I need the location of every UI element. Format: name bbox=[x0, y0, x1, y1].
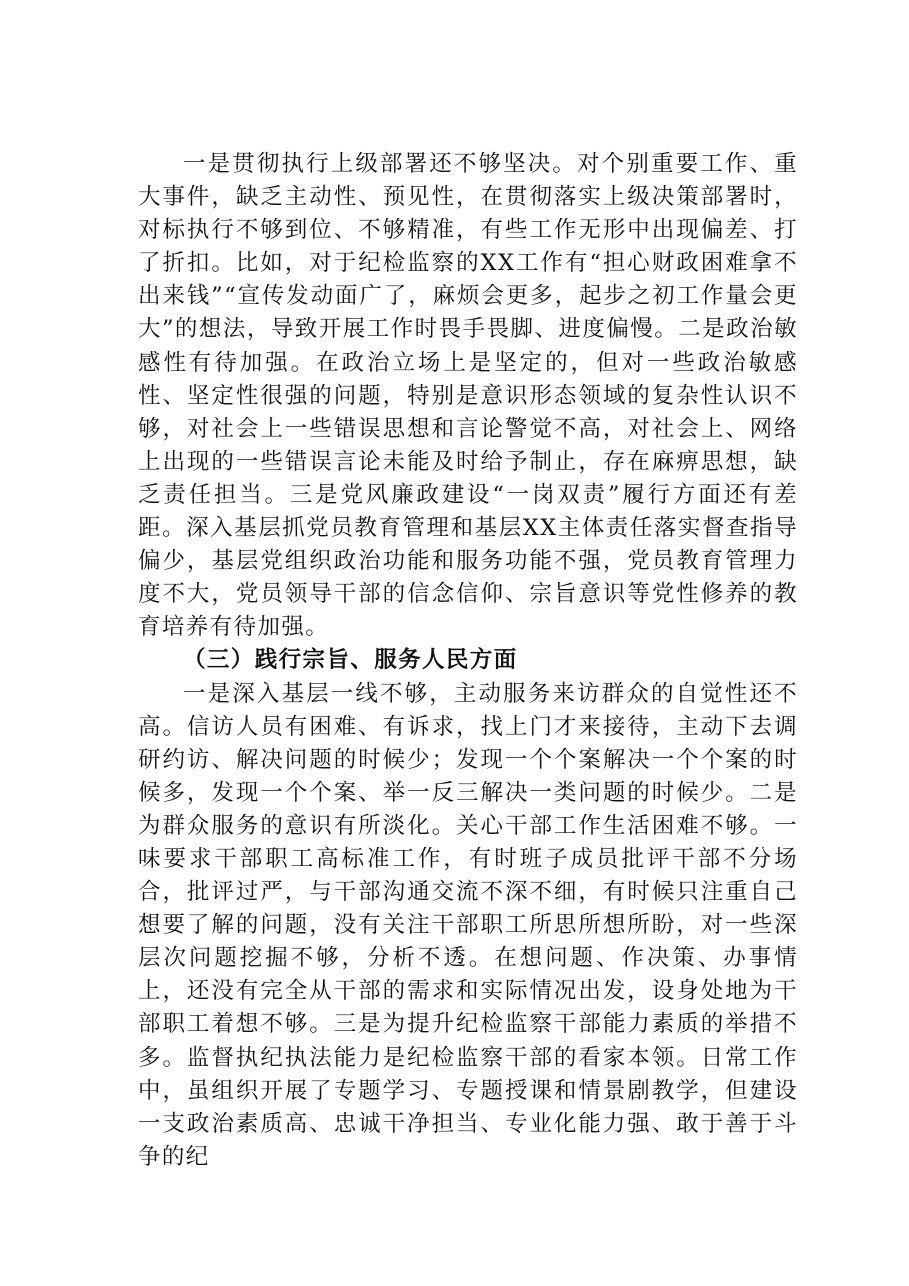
document-body bbox=[138, 148, 798, 1174]
body-paragraph-2: 一是深入基层一线不够，主动服务来访群众的自觉性还不高。信访人员有困难、有诉求，找上门才来接待，主动下去调研约访、解决问题的时候少；发现一个个案解决一个个案的时候多，发现一个个案、举一反三解决一类问题的时候少。二是为群众服务的意识有所淡化。关心干部工作生活困难不够。一味要求干部职工高标准工作，有时班子成员批评干部不分场合，批评过严，与干部沟通交流不深不细，有时候只注重自己想要了解的问题，没有关注干部职工所思所想所盼，对一些深层次问题挖掘不够，分析不透。在想问题、作决策、办事情上，还没有完全从干部的需求和实际情况出发，设身处地为干部职工着想不够。三是为提升纪检监察干部能力素质的举措不多。监督执纪执法能力是纪检监察干部的看家本领。日常工作中，虽组织开展了专题学习、专题授课和情景剧教学，但建设一支政治素质高、忠诚干净担当、专业化能力强、敢于善于斗争的纪 bbox=[138, 680, 798, 1170]
body-paragraph-1: 一是贯彻执行上级部署还不够坚决。对个别重要工作、重大事件，缺乏主动性、预见性，在贯彻落实上级决策部署时，对标执行不够到位、不够精准，有些工作无形中出现偏差、打了折扣。比如，对于纪检监察的XX工作有“担心财政困难拿不出来钱”“宣传发动面广了，麻烦会更多，起步之初工作量会更大”的想法，导致开展工作时畏手畏脚、进度偏慢。二是政治敏感性有待加强。在政治立场上是坚定的，但对一些政治敏感性、坚定性很强的问题，特别是意识形态领域的复杂性认识不够，对社会上一些错误思想和言论警觉不高，对社会上、网络上出现的一些错误言论未能及时给予制止，存在麻痹思想，缺乏责任担当。三是党风廉政建设“一岗双责”履行方面还有差距。深入基层抓党员教育管理和基层XX主体责任落实督查指导偏少，基层党组织政治功能和服务功能不强，党员教育管理力度不大，党员领导干部的信念信仰、宗旨意识等党性修养的教育培养有待加强。 bbox=[138, 151, 798, 641]
section-heading: （三）践行宗旨、服务人民方面 bbox=[183, 647, 518, 674]
